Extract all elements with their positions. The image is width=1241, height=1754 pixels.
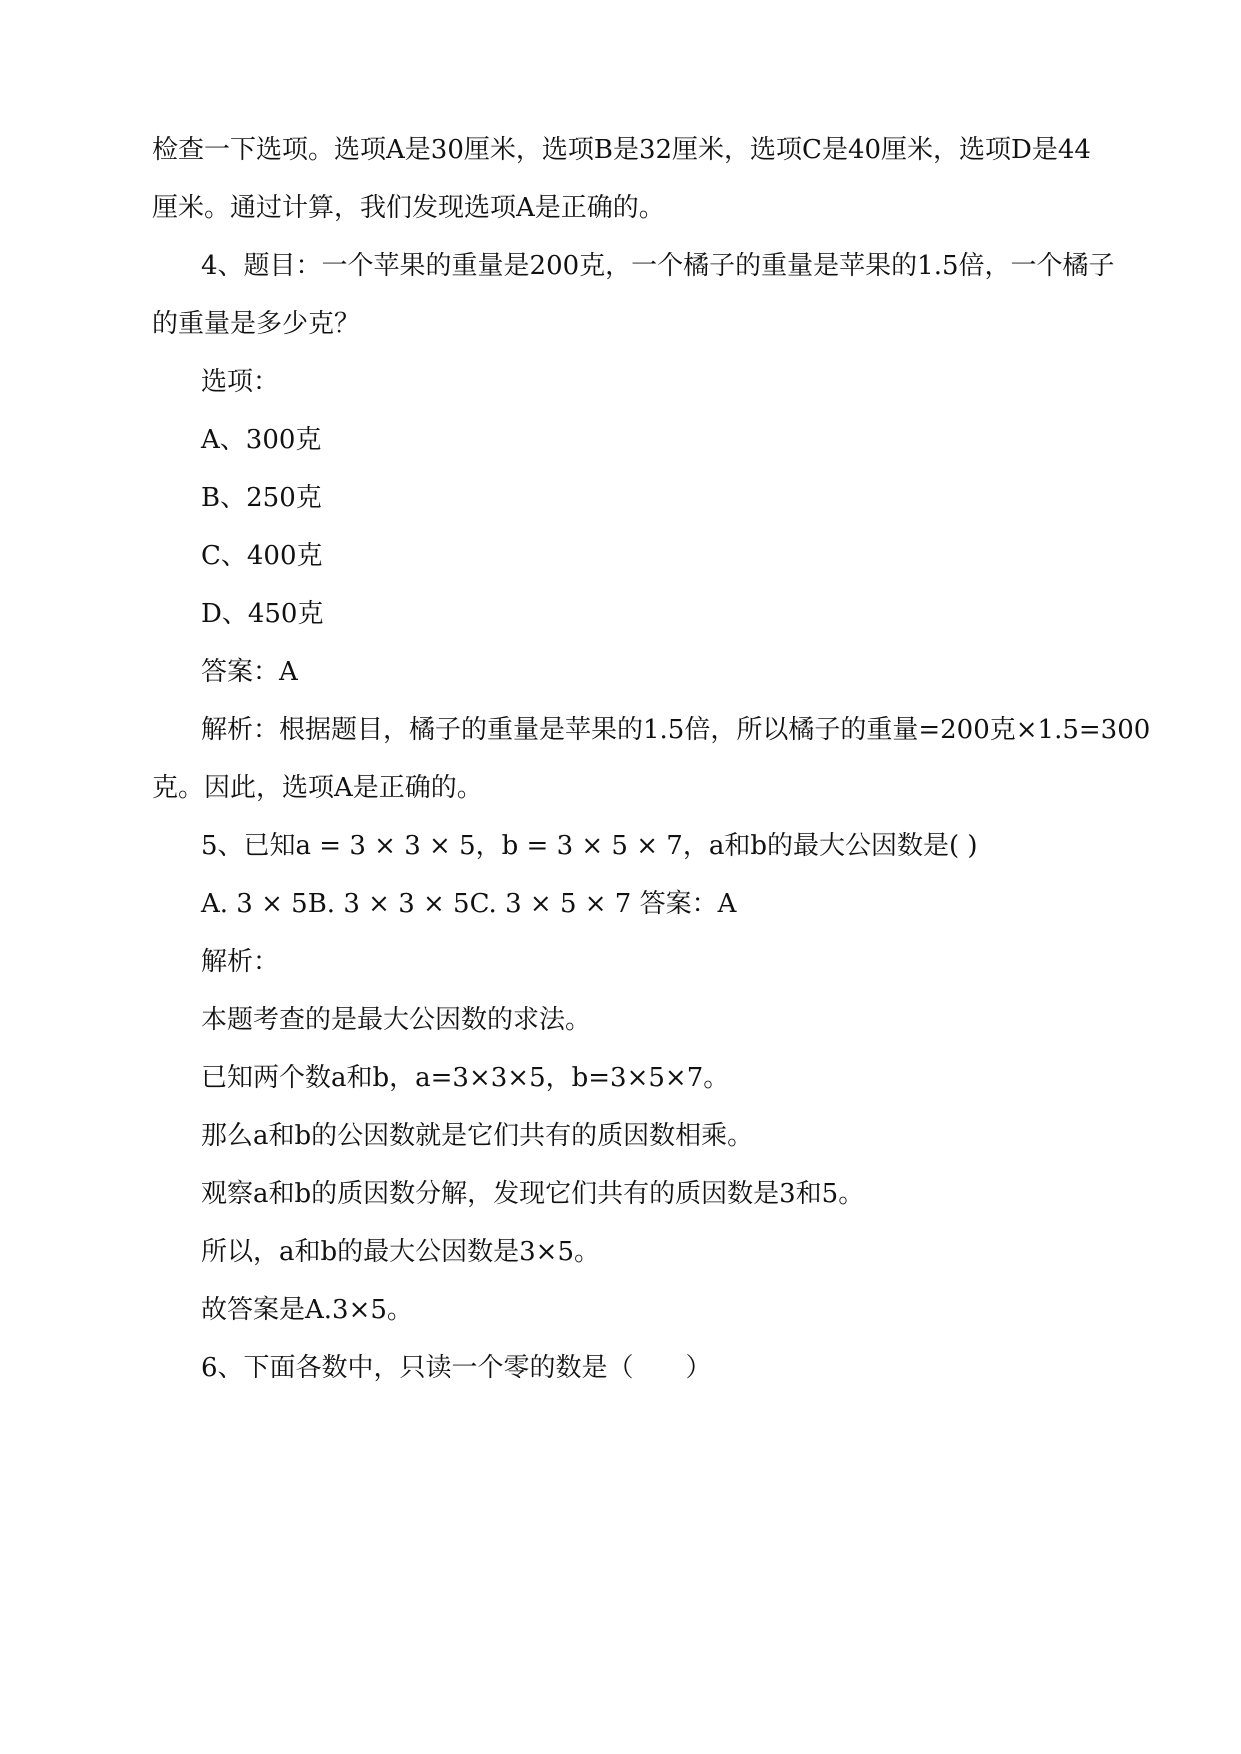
question-5-options-answer: A. 3 × 5B. 3 × 3 × 5C. 3 × 5 × 7 答案：A (201, 889, 737, 919)
analysis-line: 观察a和b的质因数分解，发现它们共有的质因数是3和5。 (201, 1179, 865, 1209)
analysis-line: 故答案是A.3×5。 (201, 1295, 413, 1325)
paragraph-line: 厘米。通过计算，我们发现选项A是正确的。 (152, 193, 665, 223)
question-4-answer: 答案：A (201, 657, 298, 687)
analysis-line: 所以，a和b的最大公因数是3×5。 (201, 1237, 601, 1267)
options-label: 选项： (201, 367, 280, 397)
question-4-stem-continued: 的重量是多少克？ (152, 309, 361, 339)
analysis-line: 那么a和b的公因数就是它们共有的质因数相乘。 (201, 1121, 754, 1151)
analysis-line: 已知两个数a和b，a=3×3×5，b=3×5×7。 (201, 1063, 730, 1093)
option-d: D、450克 (201, 599, 324, 629)
question-6-stem: 6、下面各数中，只读一个零的数是（ ） (201, 1353, 712, 1383)
option-b: B、250克 (201, 483, 322, 513)
question-4-analysis: 解析：根据题目，橘子的重量是苹果的1.5倍，所以橘子的重量=200克×1.5=300 (201, 715, 1151, 745)
option-c: C、400克 (201, 541, 323, 571)
question-4-analysis-continued: 克。因此，选项A是正确的。 (152, 773, 483, 803)
question-4-stem: 4、题目：一个苹果的重量是200克，一个橘子的重量是苹果的1.5倍，一个橘子 (201, 251, 1115, 281)
option-a: A、300克 (201, 425, 322, 455)
paragraph-line: 检查一下选项。选项A是30厘米，选项B是32厘米，选项C是40厘米，选项D是44 (152, 135, 1091, 165)
question-5-stem: 5、已知a = 3 × 3 × 5，b = 3 × 5 × 7，a和b的最大公因数是( ) (201, 831, 978, 861)
analysis-line: 本题考查的是最大公因数的求法。 (201, 1005, 592, 1035)
question-5-analysis-label: 解析： (201, 947, 280, 977)
